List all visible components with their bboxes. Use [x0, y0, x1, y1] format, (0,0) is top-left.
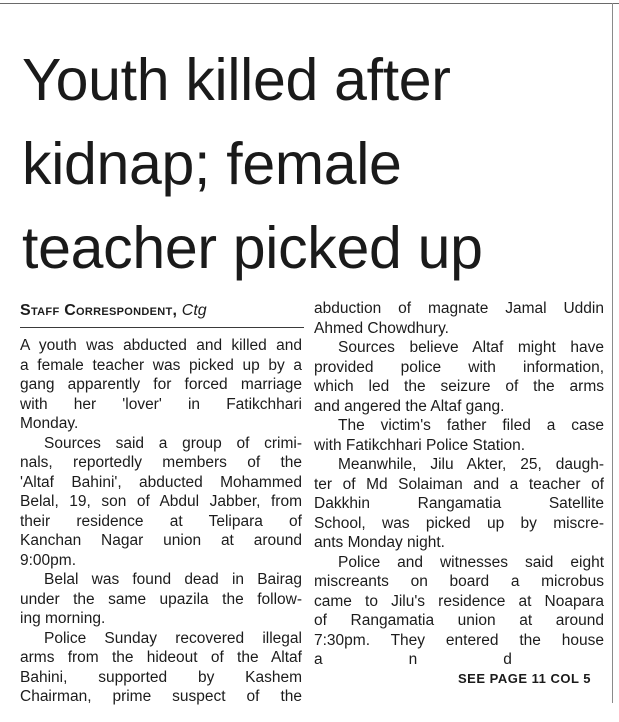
- clipping-top-border: [0, 3, 619, 4]
- text-line: Ahmed Chowdhury.: [314, 319, 449, 337]
- text-line: under the same upazila the follow-: [20, 590, 302, 608]
- text-line: provided police with information,: [314, 358, 604, 376]
- article-column-right: [314, 299, 604, 670]
- text-line: Belal, 19, son of Abdul Jabber, from: [20, 493, 302, 510]
- text-line: Chairman, prime suspect of the: [20, 688, 302, 705]
- text-line: nals, reportedly members of the: [20, 454, 302, 471]
- text-line: a female teacher was picked up by a: [20, 356, 302, 374]
- text-line: Belal was found dead in Bairag: [44, 571, 302, 588]
- text-line: with Fatikchhari Police Station.: [314, 436, 526, 454]
- text-line: Police and witnesses said eight: [338, 553, 604, 571]
- text-line: miscreants on board a microbus: [314, 573, 604, 590]
- text-line: abduction of magnate Jamal Uddin: [314, 300, 604, 317]
- text-line: which led the seizure of the arms: [314, 378, 604, 395]
- text-line: 9:00pm.: [20, 551, 77, 569]
- byline-author: Staff Correspondent,: [20, 302, 178, 319]
- byline-rule: [20, 327, 304, 328]
- text-line: Meanwhile, Jilu Akter, 25, daugh-: [338, 456, 604, 473]
- headline-line: Youth killed after: [22, 47, 451, 113]
- headline-line: teacher picked up: [22, 215, 483, 281]
- text-line-spaced: and: [314, 651, 598, 668]
- article-column-left: [20, 336, 302, 707]
- continuation-note: SEE PAGE 11 COL 5: [458, 671, 592, 686]
- text-line: Kanchan Nagar union at around: [20, 532, 302, 549]
- text-line: Police Sunday recovered illegal: [44, 629, 302, 647]
- text-line: 7:30pm. They entered the house: [314, 631, 604, 649]
- text-line: ter of Md Solaiman and a teacher of: [314, 475, 604, 493]
- text-line: A youth was abducted and killed and: [20, 337, 302, 354]
- text-line: arms from the hideout of the Altaf: [20, 649, 302, 666]
- text-line: and angered the Altaf gang.: [314, 397, 505, 415]
- headline: [22, 38, 612, 290]
- text-line: with her 'lover' in Fatikchhari: [20, 395, 302, 413]
- byline-place: Ctg: [181, 302, 207, 319]
- text-line: of Rangamatia union at around: [314, 612, 604, 629]
- text-line: ants Monday night.: [314, 534, 445, 551]
- text-line: School, was picked up by miscre-: [314, 514, 604, 532]
- text-line: their residence at Telipara of: [20, 512, 302, 530]
- text-line: Sources said a group of crimi-: [44, 434, 302, 452]
- text-line: gang apparently for forced marriage: [20, 376, 302, 393]
- text-line: ing morning.: [20, 610, 106, 627]
- text-line: The victim's father filed a case: [338, 417, 604, 434]
- headline-line: kidnap; female: [22, 131, 402, 197]
- text-line: Sources believe Altaf might have: [338, 339, 604, 356]
- byline: [20, 300, 304, 322]
- text-line: Bahini, supported by Kashem: [20, 668, 302, 686]
- text-line: 'Altaf Bahini', abducted Mohammed: [20, 473, 302, 491]
- text-line: came to Jilu's residence at Noapara: [314, 592, 604, 610]
- text-line: Dakkhin Rangamatia Satellite: [314, 495, 604, 512]
- column-divider-rule: [612, 3, 613, 703]
- text-line: Monday.: [20, 415, 79, 432]
